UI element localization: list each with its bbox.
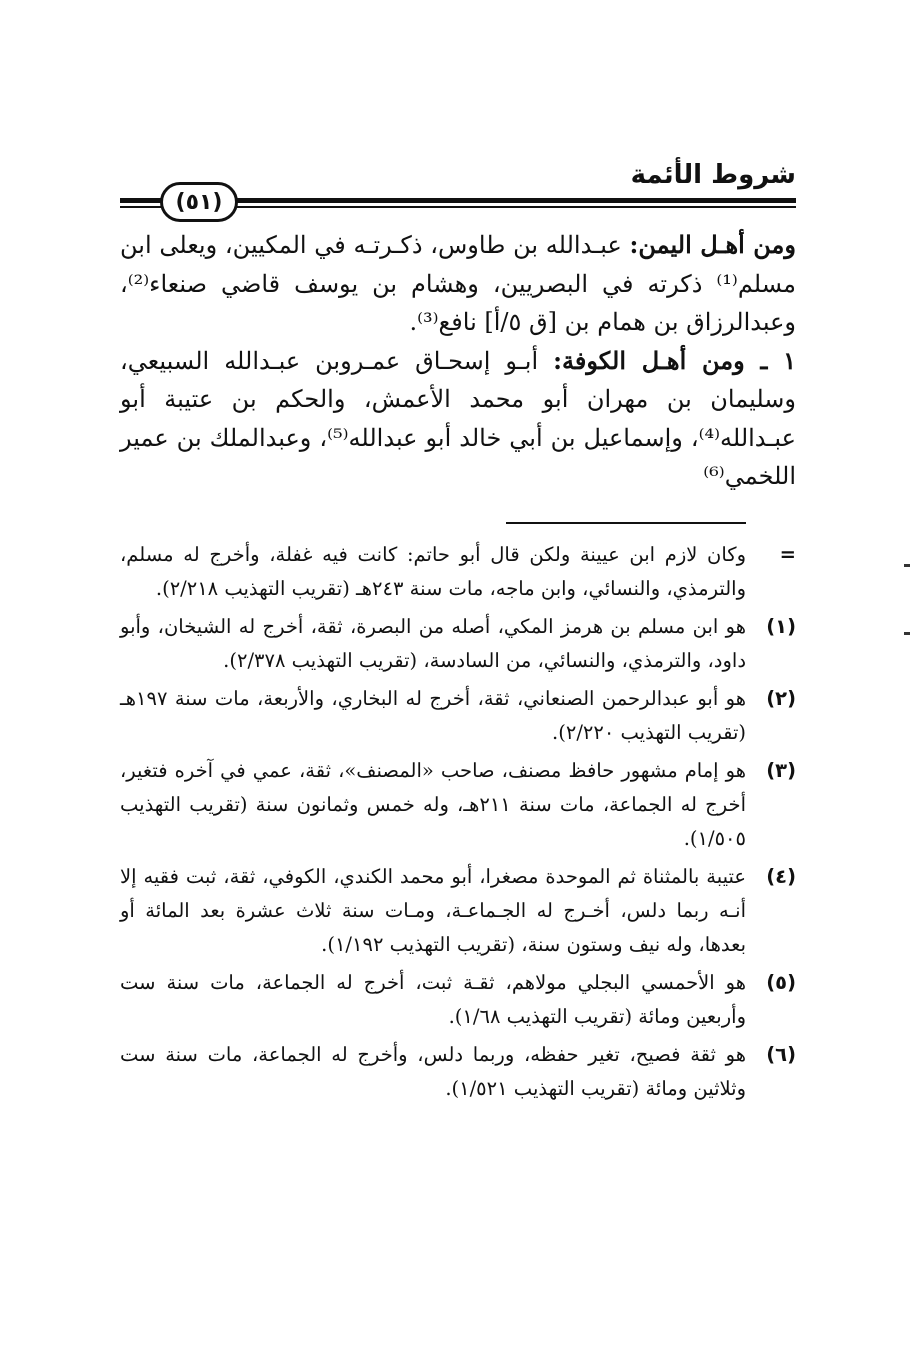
footnote-item [120,538,796,606]
footnote-text: وكان لازم ابن عيينة ولكن قال أبو حاتم: كانت فيه غفلة، وأخرج له مسلم، والترمذي، والنسائي، وابن ماجه، مات سنة ٢٤٣هـ (تقريب التهذيب ٢/٢١٨). [120,543,746,600]
margin-mark [904,564,910,567]
page-number: (٥١) [175,189,223,215]
main-text [120,226,796,496]
footnote-mark: (٥) [766,971,796,994]
page-number-badge [160,182,238,222]
paragraph-lead: ١ ـ ومن أهـل الكوفة: [553,345,797,375]
paragraph-lead: ومن أهـل اليمن: [629,230,796,259]
footnote-mark: (١) [766,615,796,638]
footnote-item [120,1038,796,1106]
running-title: شروط الأئمة [630,160,796,190]
footnote-text: هو أبو عبدالرحمن الصنعاني، ثقة، أخرج له البخاري، والأربعة، مات سنة ١٩٧هـ (تقريب التهذيب ٢/٢٢٠). [120,687,746,744]
footnote-text: هو إمام مشهور حافظ مصنف، صاحب «المصنف»، ثقة، عمي في آخره فتغير، أخرج له الجماعة، مات سنة ٢١١هـ، وله خمس وثمانون سنة (تقريب التهذيب ١/٥٠٥). [120,759,746,850]
footnote-item [120,754,796,856]
paragraph-body: عبـدالله بن طاوس، ذكـرتـه في المكيين، ويعلى ابن مسلم⁽¹⁾ ذكرته في البصريين، وهشام بن يوسف قاضي صنعاء⁽²⁾، وعبدالرزاق بن همام بن [ق ٥/أ] نافع⁽³⁾. [120,231,796,336]
footnote-item [120,610,796,678]
footnote-mark: (٣) [766,759,796,782]
footnote-item [120,966,796,1034]
paragraph-yemen [120,226,796,342]
footnote-mark: (٤) [766,865,796,888]
page-header [120,160,796,215]
footnote-text: هو الأحمسي البجلي مولاهم، ثقـة ثبت، أخرج له الجماعة، مات سنة ست وأربعين ومائة (تقريب التهذيب ١/٦٨). [120,971,746,1028]
footnote-mark: = [779,543,796,566]
footnote-text: هو ابن مسلم بن هرمز المكي، أصله من البصرة، ثقة، أخرج له الشيخان، وأبو داود، والترمذي، والنسائي، من السادسة، (تقريب التهذيب ٢/٣٧٨). [120,615,746,672]
footnote-item [120,860,796,962]
footnote-text: عتيبة بالمثناة ثم الموحدة مصغرا، أبو محمد الكندي، الكوفي، ثقة، ثبت فقيه إلا أنـه ربما دلس، أخـرج له الجـماعـة، ومـات سنة ثلاث عشرة بعد المائة أو بعدها، وله نيف وستون سنة، (تقريب التهذيب ١/١٩٢). [120,865,746,956]
footnotes [120,538,796,1110]
footnote-item [120,682,796,750]
footnote-mark: (٢) [766,687,796,710]
footnote-separator [506,522,746,524]
paragraph-body: أبـو إسحـاق عمـروبن عبـدالله السبيعي، وسليمان بن مهران أبو محمد الأعمش، والحكم بن عتيبة أبو عبـدالله⁽⁴⁾، وإسماعيل بن أبي خالد أبو عبدالله⁽⁵⁾، وعبدالملك بن عمير اللخمي⁽⁶⁾ [120,346,796,490]
margin-mark [904,632,910,635]
paragraph-kufa [120,342,796,496]
footnote-mark: (٦) [766,1043,796,1066]
footnote-text: هو ثقة فصيح، تغير حفظه، وربما دلس، وأخرج له الجماعة، مات سنة ست وثلاثين ومائة (تقريب التهذيب ١/٥٢١). [120,1043,746,1100]
